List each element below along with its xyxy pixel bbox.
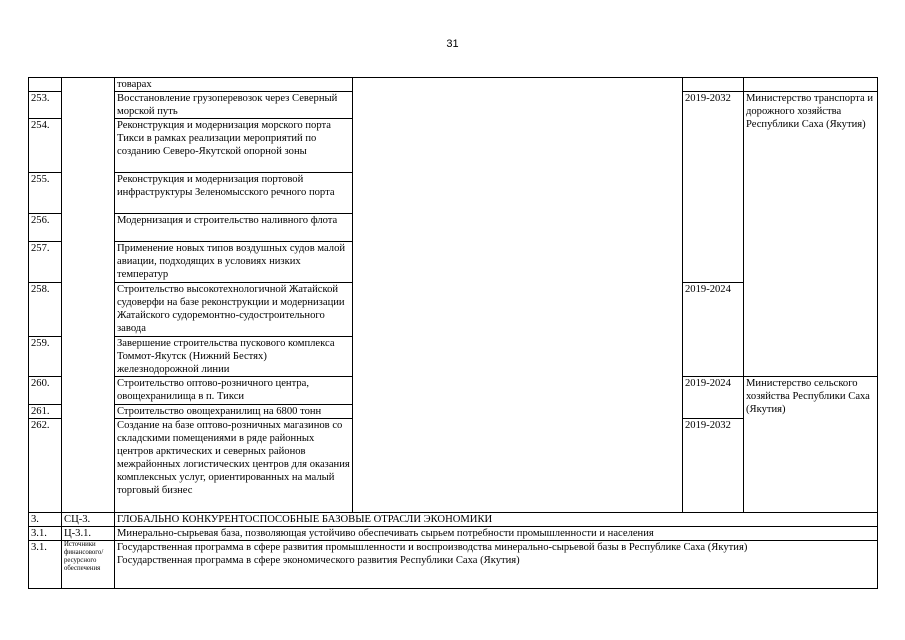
subsection-title: Минерально-сырьевая база, позволяющая устойчиво обеспечивать сырьем потребности промышленности и населения	[115, 527, 878, 541]
program-table	[28, 77, 878, 589]
table-row	[29, 78, 878, 92]
row-period: 2019-2024	[683, 283, 744, 377]
row-text: Строительство овощехранилищ на 6800 тонн	[115, 405, 353, 419]
row-number: 253.	[29, 92, 62, 119]
section-code: СЦ-3.	[62, 513, 115, 527]
subsection-number: 3.1.	[29, 527, 62, 541]
row-text: товарах	[115, 78, 353, 92]
subsection-code: Ц-3.1.	[62, 527, 115, 541]
sources-number: 3.1.	[29, 541, 62, 589]
row-text: Модернизация и строительство наливного флота	[115, 214, 353, 242]
subsection-row	[29, 527, 878, 541]
row-number: 257.	[29, 242, 62, 283]
row-number: 256.	[29, 214, 62, 242]
section-row	[29, 513, 878, 527]
row-number: 258.	[29, 283, 62, 337]
row-text: Применение новых типов воздушных судов малой авиации, подходящих в условиях низких температур	[115, 242, 353, 283]
row-period: 2019-2024	[683, 377, 744, 419]
sources-row	[29, 541, 878, 589]
row-text: Строительство оптово-розничного центра, овощехранилища в п. Тикси	[115, 377, 353, 405]
source-item: Государственная программа в сфере развития промышленности и воспроизводства минерально-сырьевой базы в Республике Саха (Якутия)	[117, 542, 748, 553]
ministry-cell: Министерство транспорта и дорожного хозяйства Республики Саха (Якутия)	[744, 92, 878, 377]
row-number: 262.	[29, 419, 62, 513]
sources-list	[115, 541, 878, 589]
section-title: ГЛОБАЛЬНО КОНКУРЕНТОСПОСОБНЫЕ БАЗОВЫЕ ОТРАСЛИ ЭКОНОМИКИ	[115, 513, 878, 527]
row-text: Строительство высокотехнологичной Жатайской судоверфи на базе реконструкции и модернизации Жатайского судоремонтно-судостроительного завода	[115, 283, 353, 337]
row-text: Реконструкция и модернизация морского порта Тикси в рамках реализации мероприятий по созданию Северо-Якутской опорной зоны	[115, 119, 353, 173]
row-number: 254.	[29, 119, 62, 173]
row-text: Создание на базе оптово-розничных магазинов со складскими помещениями в ряде районных центров арктических и северных районов межрайонных логистических центров для оказания комплексных услуг, ориентированных на малый торговый бизнес	[115, 419, 353, 513]
section-number: 3.	[29, 513, 62, 527]
row-number: 259.	[29, 337, 62, 377]
row-text: Реконструкция и модернизация портовой инфраструктуры Зеленомысского речного порта	[115, 173, 353, 214]
row-period: 2019-2032	[683, 92, 744, 283]
row-number: 261.	[29, 405, 62, 419]
row-number: 255.	[29, 173, 62, 214]
sources-label: Источники финансового/ресурсного обеспечения	[62, 541, 115, 589]
row-period: 2019-2032	[683, 419, 744, 513]
row-text: Восстановление грузоперевозок через Северный морской путь	[115, 92, 353, 119]
source-item: Государственная программа в сфере экономического развития Республики Саха (Якутия)	[117, 555, 520, 566]
ministry-cell: Министерство сельского хозяйства Республики Саха (Якутия)	[744, 377, 878, 513]
row-text: Завершение строительства пускового комплекса Томмот-Якутск (Нижний Бестях) железнодорожной линии	[115, 337, 353, 377]
page-number: 31	[446, 38, 459, 50]
row-number: 260.	[29, 377, 62, 405]
